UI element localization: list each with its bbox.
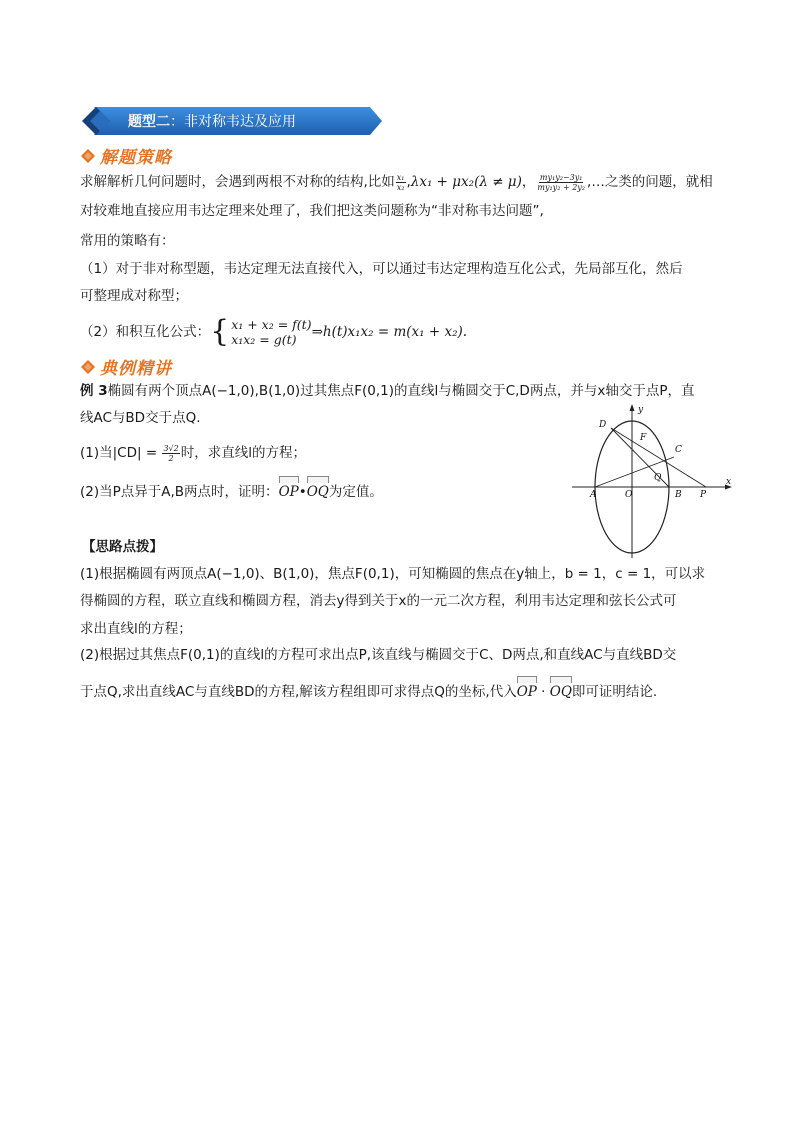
- strategy-p1: 求解解析几何问题时，会遇到两根不对称的结构,比如 $\frac{\text{x₁}}{\text{x₂}}$ ,λx₁ + μx₂(λ ≠ μ)， $\frac{\text{my₁y₂−3y₁}}{\text{my₁y₂ + 2y₂}}$ ,…之类的问题，就相: [80, 172, 713, 192]
- section-title: 题型二：非对称韦达及应用: [128, 114, 296, 130]
- strategy-p2: 对较难地直接应用韦达定理来处理了，我们把这类问题称为“非对称韦达问题”,: [80, 203, 544, 219]
- example-question-1: (1)当|CD| = $\frac{3√2}{2}$ 时，求直线l的方程；: [80, 443, 306, 463]
- hints-line-3: 求出直线l的方程；: [80, 621, 192, 637]
- hints-line-1: (1)根据椭圆有两顶点A(−1,0)、B(1,0)，焦点F(0,1)，可知椭圆的焦点在y轴上，b = 1，c = 1，可以求: [80, 566, 706, 582]
- label-B: B: [675, 490, 682, 500]
- diamond-icon: [80, 148, 96, 164]
- label-A: A: [590, 490, 597, 500]
- diamond-icon: [80, 359, 96, 375]
- section-banner: [80, 105, 384, 137]
- fraction-x1-x2: $\frac{\text{x₁}}{\text{x₂}}$: [396, 172, 405, 192]
- label-y: y: [638, 405, 644, 415]
- strategy-p3: 常用的策略有：: [80, 233, 175, 249]
- hints-title: 【思路点拨】: [82, 539, 163, 555]
- hints-line-2: 得椭圆的方程，联立直线和椭圆方程，消去y得到关于x的一元二次方程，利用韦达定理和弦长公式可: [80, 593, 677, 609]
- label-P: P: [700, 490, 707, 500]
- hints-line-5: 于点Q,求出直线AC与直线BD的方程,解该方程组即可求得点Q的坐标,代入OP · OQ即可证明结论.: [80, 679, 657, 702]
- hints-line-4: (2)根据过其焦点F(0,1)的直线l的方程可求出点P,该直线与椭圆交于C、D两点,和直线AC与直线BD交: [80, 647, 677, 663]
- label-C: C: [675, 445, 682, 455]
- strategy-p6: （2）和积互化公式： { x₁ + x₂ = f(t) x₁x₂ = g(t) ⇒h(t)x₁x₂ = m(x₁ + x₂).: [80, 314, 468, 349]
- example-heading: 典例精讲: [80, 354, 172, 379]
- label-x: x: [726, 477, 732, 487]
- example-question-2: (2)当P点异于A,B两点时，证明：OP•OQ为定值。: [80, 479, 383, 502]
- label-F: F: [640, 433, 647, 443]
- strategy-heading: 解题策略: [80, 143, 172, 168]
- strategy-p4: （1）对于非对称型题，韦达定理无法直接代入，可以通过韦达定理构造互化公式，先局部互化，然后: [80, 261, 683, 277]
- fraction-cd-length: $\frac{3√2}{2}$: [163, 443, 179, 463]
- label-Q: Q: [654, 473, 662, 483]
- ellipse-figure: [568, 400, 736, 560]
- strategy-p5: 可整理成对称型；: [80, 288, 188, 304]
- example-line-2: 线AC与BD交于点Q.: [80, 410, 201, 426]
- label-D: D: [599, 420, 607, 430]
- fraction-y-expression: $\frac{\text{my₁y₂−3y₁}}{\text{my₁y₂ + 2y₂}}$: [537, 172, 586, 192]
- label-O: O: [625, 490, 633, 500]
- example-line-1: 例 3椭圆有两个顶点A(−1,0),B(1,0)过其焦点F(0,1)的直线l与椭圆交于C,D两点，并与x轴交于点P，直: [80, 383, 695, 399]
